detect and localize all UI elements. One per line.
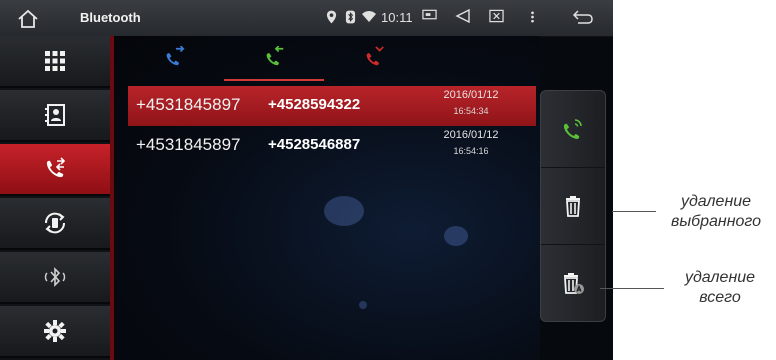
annotation-leader-line	[600, 288, 664, 289]
annotation-delete-all: удаление всего	[684, 269, 756, 306]
background-glow	[359, 301, 367, 309]
phone-call-icon	[560, 116, 586, 142]
sidebar-item-call-log[interactable]	[0, 144, 110, 196]
call-time: 16:54:34	[453, 106, 489, 116]
annotation-leader-line	[612, 211, 656, 212]
call-log-row[interactable]	[128, 86, 536, 126]
close-window-icon[interactable]	[489, 9, 504, 27]
call-type-tabs	[114, 36, 534, 82]
wifi-icon	[361, 9, 377, 27]
annotation-delete-selected: удаление выбранного	[670, 193, 762, 230]
sidebar-item-settings[interactable]	[0, 306, 110, 358]
delete-all-button[interactable]	[541, 245, 605, 321]
back-arrow-icon[interactable]	[455, 9, 471, 27]
missed-call-icon	[364, 46, 386, 68]
background-glow	[444, 226, 468, 246]
sidebar-item-apps[interactable]	[0, 36, 110, 88]
contacts-icon	[42, 102, 68, 128]
callee-number: +4528594322	[268, 96, 361, 113]
sidebar	[0, 36, 113, 360]
screen-icon[interactable]	[422, 9, 437, 27]
tab-missed[interactable]	[350, 42, 400, 72]
clock-time: 10:11	[381, 10, 413, 25]
bluetooth-status-icon	[345, 9, 356, 27]
callee-number: +4528546887	[268, 136, 361, 153]
call-button[interactable]	[541, 91, 605, 168]
trash-icon	[560, 193, 586, 219]
caller-number: +4531845897	[136, 95, 241, 114]
more-options-icon[interactable]	[530, 9, 535, 27]
sidebar-item-bluetooth[interactable]	[0, 252, 110, 304]
sidebar-item-phone-sync[interactable]	[0, 198, 110, 250]
location-pin-icon	[326, 9, 337, 27]
sidebar-item-contacts[interactable]	[0, 90, 110, 142]
action-panel	[540, 90, 606, 322]
grid-icon	[42, 48, 68, 74]
caller-number: +4531845897	[136, 135, 241, 154]
bluetooth-icon	[42, 264, 68, 290]
return-icon[interactable]	[572, 9, 594, 27]
call-log-panel	[114, 36, 540, 360]
call-date: 2016/01/12	[443, 129, 499, 141]
app-title: Bluetooth	[80, 10, 141, 25]
delete-selected-button[interactable]	[541, 168, 605, 245]
call-time: 16:54:16	[453, 146, 489, 156]
background-glow	[324, 196, 364, 226]
status-bar	[0, 0, 613, 37]
active-tab-indicator	[224, 79, 324, 81]
outgoing-call-icon	[164, 46, 186, 68]
home-icon[interactable]	[17, 9, 39, 29]
phone-sync-icon	[42, 210, 68, 236]
call-transfer-icon	[42, 156, 68, 182]
gear-icon	[42, 318, 68, 344]
incoming-call-icon	[264, 46, 286, 68]
call-log-row[interactable]	[128, 126, 536, 166]
call-date: 2016/01/12	[443, 89, 499, 101]
tab-received[interactable]	[250, 42, 300, 72]
trash-all-icon	[560, 270, 586, 296]
tab-dialed[interactable]	[150, 42, 200, 72]
